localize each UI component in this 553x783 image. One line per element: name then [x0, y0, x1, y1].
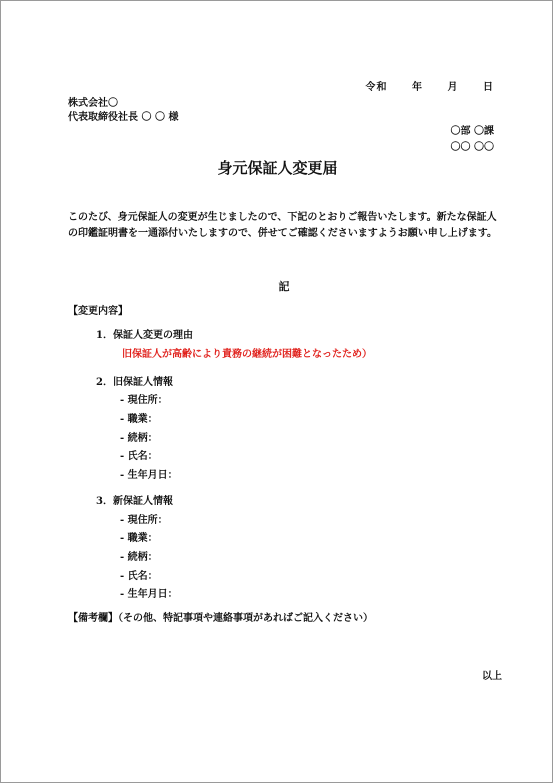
old-field-address: - 現住所：	[120, 395, 168, 406]
closing-ijo: 以上	[482, 671, 502, 682]
new-field-relationship: - 続柄：	[120, 552, 158, 563]
date-day: 日	[483, 82, 494, 93]
sender-department: 〇部 〇課	[450, 126, 494, 137]
document-title: 身元保証人変更届	[217, 159, 338, 177]
old-field-birthdate: - 生年月日：	[120, 470, 178, 481]
recipient-president: 代表取締役社長 〇 〇 様	[68, 112, 179, 123]
new-field-address: - 現住所：	[120, 515, 168, 526]
recipient-company: 株式会社〇	[68, 98, 118, 109]
old-guarantor-item: 2．旧保証人情報	[96, 377, 173, 388]
ki-heading: 記	[278, 280, 290, 293]
new-field-birthdate: - 生年月日：	[120, 589, 178, 600]
old-field-name: - 氏名：	[120, 451, 158, 462]
change-section-heading: 【変更内容】	[68, 306, 128, 317]
new-field-occupation: - 職業：	[120, 533, 158, 544]
reason-text: 旧保証人が高齢により責務の継続が困難となったため）	[122, 349, 372, 360]
date-line	[358, 81, 494, 95]
new-guarantor-item: 3．新保証人情報	[96, 496, 173, 507]
date-year: 年	[412, 82, 424, 93]
date-month: 月	[447, 82, 459, 93]
remarks-heading: 【備考欄】（その他、特記事項や連絡事項があればご記入ください）	[68, 613, 373, 624]
reason-item: 1．保証人変更の理由	[96, 330, 193, 341]
new-field-name: - 氏名：	[120, 571, 158, 582]
sender-name: 〇〇 〇〇	[450, 142, 494, 153]
old-field-occupation: - 職業：	[120, 414, 158, 425]
date-era: 令和	[365, 82, 388, 93]
intro-paragraph: このたび、身元保証人の変更が生じましたので、下記のとおりご報告いたします。新たな保証人の印鑑証明書を一通添付いたしますので、併せてご確認くださいますようお願い申し上げます。	[68, 212, 497, 239]
old-field-relationship: - 続柄：	[120, 433, 158, 444]
